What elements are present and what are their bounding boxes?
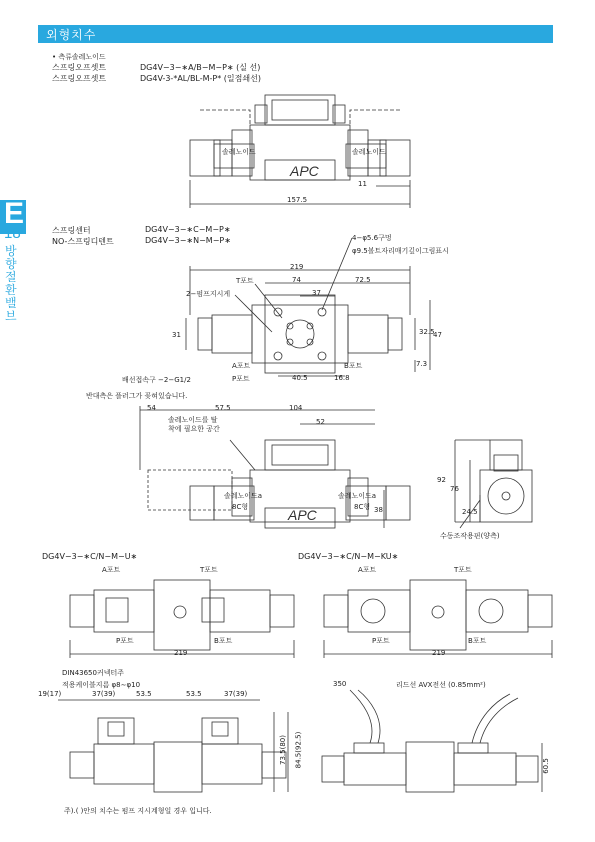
s2-dim-74: 74 bbox=[292, 276, 301, 284]
s1-line3-label: 스프링오프셋트 bbox=[52, 74, 107, 83]
s2-dim-73: 7.3 bbox=[416, 360, 428, 368]
chapter-number: 18 bbox=[4, 225, 21, 242]
s2-port-a: A포트 bbox=[232, 362, 251, 370]
s3-drain-note: 배선접속구 −2−G1/2 bbox=[122, 376, 191, 384]
s5-dim-535a: 53.5 bbox=[136, 690, 152, 698]
s3-coil-b: 솔레노이드a bbox=[338, 492, 377, 500]
s5-dim-3739b: 37(39) bbox=[224, 690, 248, 698]
s2-port-t: T포트 bbox=[236, 277, 254, 285]
s4-r-dim-219: 219 bbox=[432, 649, 446, 657]
s4-r-port-t: T포트 bbox=[454, 566, 472, 574]
s3-coil-a: 솔레노이드a bbox=[224, 492, 263, 500]
s3-dim-38: 38 bbox=[374, 506, 383, 514]
s5-dim-845: 84.5(92.5) bbox=[294, 731, 303, 769]
s5-din-note: DIN43650커넥터주 bbox=[62, 669, 125, 677]
s2-dim-168: 16.8 bbox=[334, 374, 350, 382]
s4-r-port-a: A포트 bbox=[358, 566, 377, 574]
s4-l-port-a: A포트 bbox=[102, 566, 121, 574]
s4-l-port-t: T포트 bbox=[200, 566, 218, 574]
s1-line3-code: DG4V-3-*AL/BL-M-P* (일점쇄선) bbox=[140, 74, 261, 83]
s3-dim-76: 76 bbox=[450, 485, 459, 493]
s3-dim-92: 92 bbox=[437, 476, 446, 484]
s1-line2-label: 스프링오프셋트 bbox=[52, 63, 107, 72]
s2-dim-325: 32.5 bbox=[419, 328, 435, 336]
section-title: 외형치수 bbox=[46, 28, 97, 42]
s1-line2-code: DG4V−3−∗A/B−M−P∗ (실 선) bbox=[140, 63, 261, 72]
s2-line2-code: DG4V−3−∗N−M−P∗ bbox=[145, 236, 231, 245]
s2-dim-725: 72.5 bbox=[355, 276, 371, 284]
s2-dim-37: 37 bbox=[312, 289, 321, 297]
s2-dim-405: 40.5 bbox=[292, 374, 308, 382]
s2-dim-31: 31 bbox=[172, 331, 181, 339]
s4-l-dim-219: 219 bbox=[174, 649, 188, 657]
s2-port-p: P포트 bbox=[232, 375, 250, 383]
s4-right-title: DG4V−3−∗C/N−M−KU∗ bbox=[298, 552, 399, 561]
s2-pointer-note: 2−펌프지시게 bbox=[186, 290, 231, 298]
s2-line1-label: 스프링센터 bbox=[52, 226, 91, 235]
chapter-label: 방향절환밸브 bbox=[5, 244, 17, 323]
s4-left-title: DG4V−3−∗C/N−M−U∗ bbox=[42, 552, 138, 561]
s2-line2-label: NO-스프링디텐트 bbox=[52, 237, 114, 246]
s1-plate-right: 솔레노이드 bbox=[352, 148, 386, 156]
s5-cable-note: 적용케이블지름 φ8∼φ10 bbox=[62, 681, 141, 689]
s5-angle: 350 bbox=[333, 680, 347, 688]
s3-dim-54: 54 bbox=[147, 404, 156, 412]
footnote: 주).( )안의 치수는 펌프 지시계형일 경우 입니다. bbox=[64, 807, 212, 815]
svg-text:APC: APC bbox=[290, 163, 319, 179]
s2-line1-code: DG4V−3−∗C−M−P∗ bbox=[145, 225, 231, 234]
s3-space-note: 솔레노이드를 탈착에 필요한 공간 bbox=[168, 416, 220, 433]
s3-dim-245: 24.5 bbox=[462, 508, 478, 516]
s2-hole-note: 4−φ5.6구멍 bbox=[352, 234, 392, 242]
s1-dim-small: 11 bbox=[358, 180, 367, 188]
s4-l-port-b: B포트 bbox=[214, 637, 233, 645]
s5-dim-1917: 19(17) bbox=[38, 690, 62, 698]
s2-port-b: B포트 bbox=[344, 362, 363, 370]
s1-line1: • 측류솔레노이드 bbox=[52, 53, 106, 61]
s5-dim-605: 60.5 bbox=[541, 758, 550, 774]
chapter-letter: E bbox=[4, 197, 25, 230]
s5-dim-3739a: 37(39) bbox=[92, 690, 116, 698]
s2-counterbore-note: φ9.5볼트자리매기깊이그림표시 bbox=[352, 247, 449, 255]
s3-reverse-note: 반대측은 플러그가 꽂혀있습니다. bbox=[86, 392, 188, 400]
s2-dim-47: 47 bbox=[433, 331, 442, 339]
s3-coil-a-sub: 8C형 bbox=[232, 503, 249, 511]
s3-dim-575: 57.5 bbox=[215, 404, 231, 412]
s3-manual-note: 수동조작용핀(양측) bbox=[440, 532, 500, 540]
s2-dim-219: 219 bbox=[290, 263, 304, 271]
s5-dim-535b: 53.5 bbox=[186, 690, 202, 698]
s5-dim-7358: 73.5(80) bbox=[278, 735, 287, 765]
s4-r-port-b: B포트 bbox=[468, 637, 487, 645]
s4-l-port-p: P포트 bbox=[116, 637, 134, 645]
svg-text:APC: APC bbox=[288, 507, 317, 523]
s4-r-port-p: P포트 bbox=[372, 637, 390, 645]
s1-dim-width: 157.5 bbox=[287, 196, 308, 204]
s3-coil-b-sub: 8C형 bbox=[354, 503, 371, 511]
s5-lead-note: 리드선 AVX전선 (0.85mm²) bbox=[396, 681, 486, 689]
s1-plate-left: 솔레노이드 bbox=[222, 148, 256, 156]
s3-dim-104: 104 bbox=[289, 404, 303, 412]
s3-dim-52: 52 bbox=[316, 418, 325, 426]
